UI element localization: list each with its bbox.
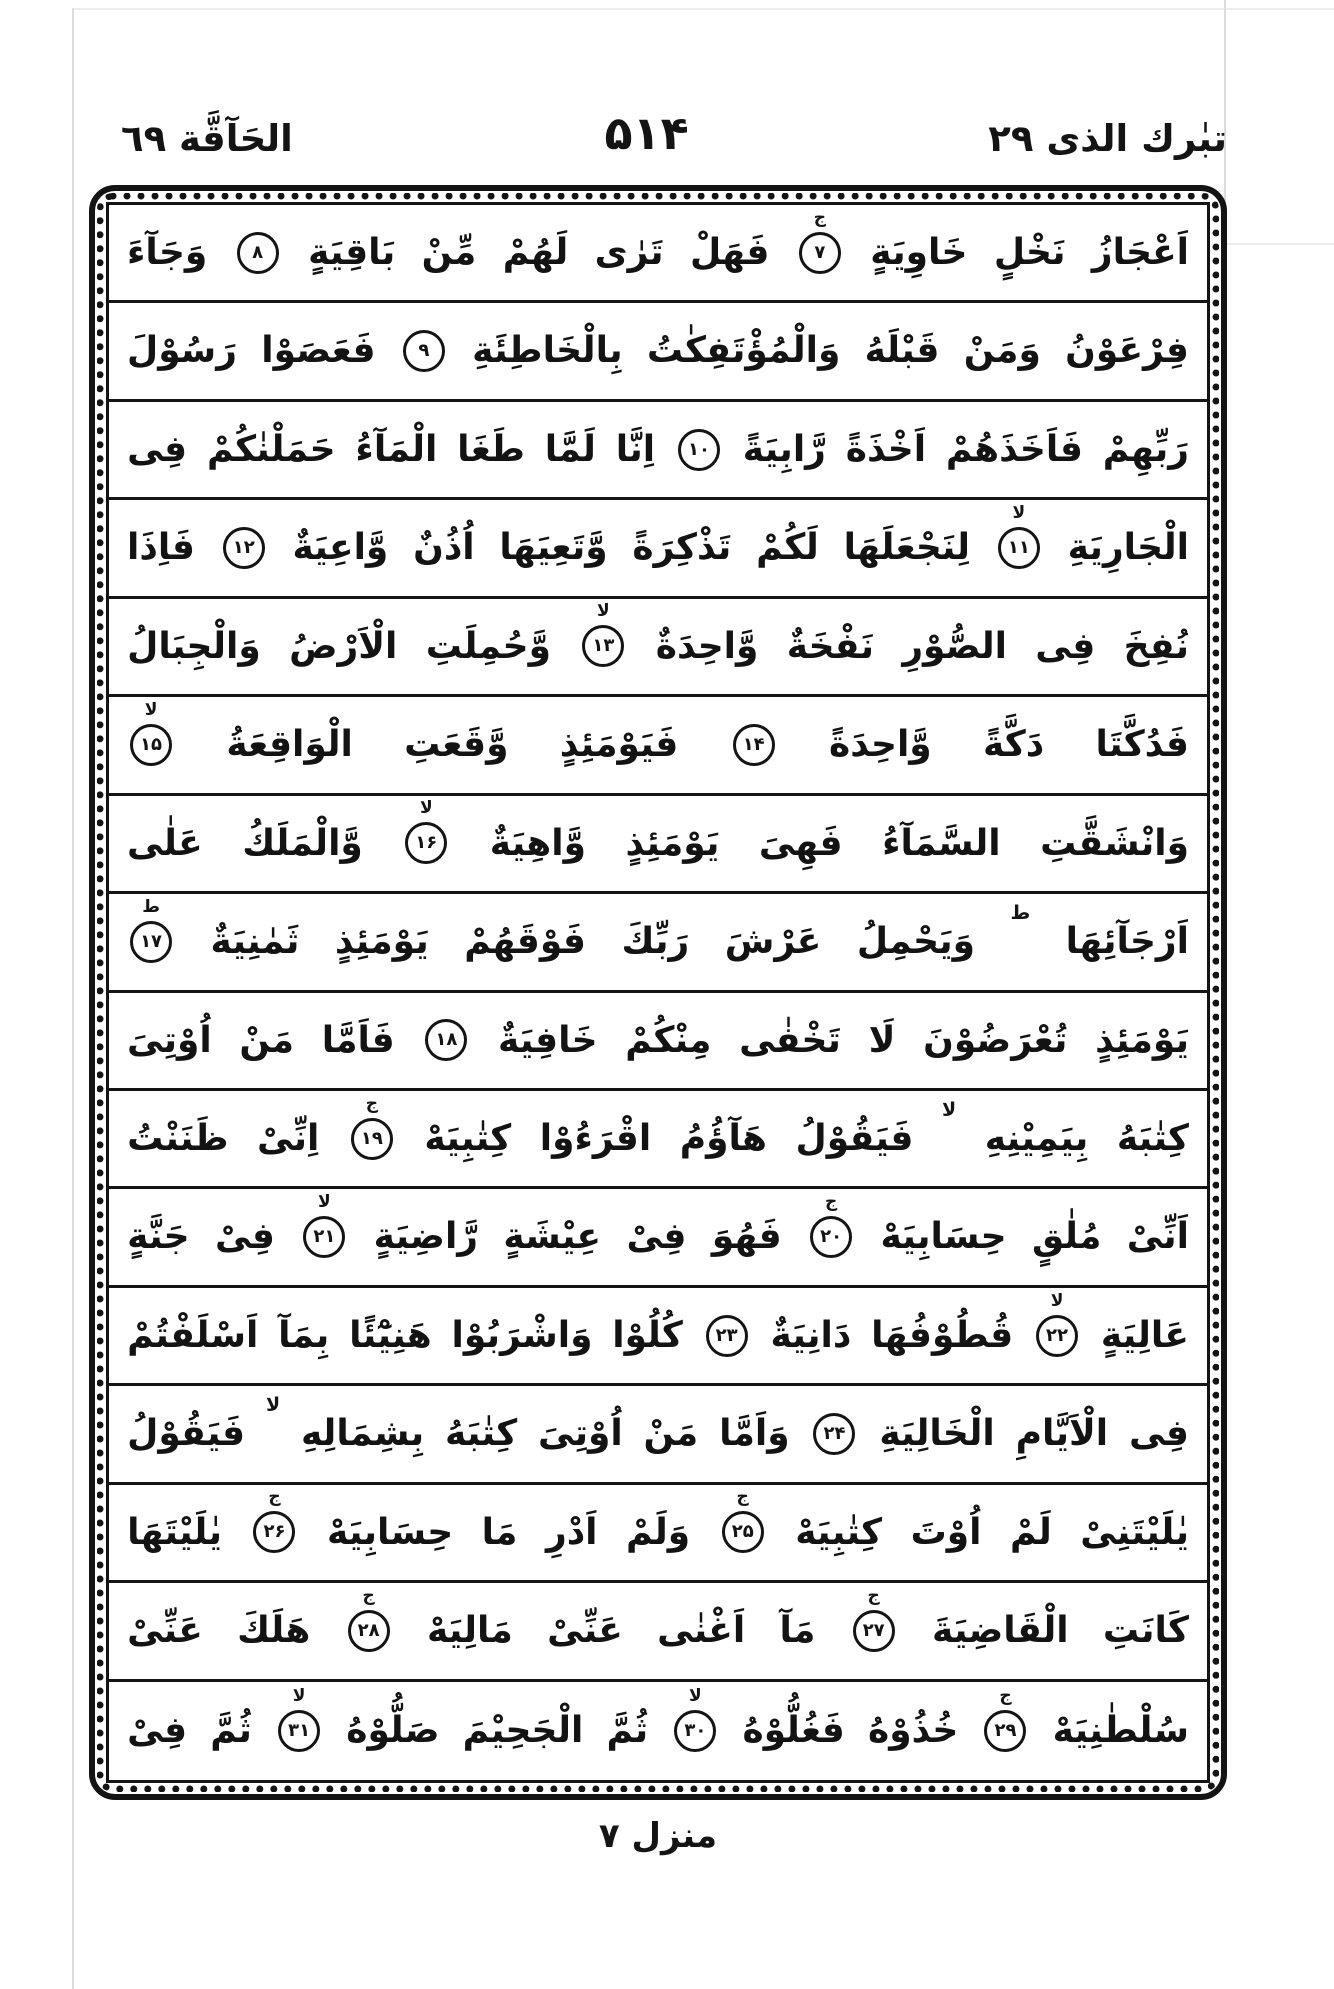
ayah-end-marker [674, 1685, 716, 1752]
quran-line [109, 599, 1207, 697]
quran-line [109, 303, 1207, 401]
ayah-word: فَهَلْ [689, 232, 770, 274]
ayah-word: فَهِىَ [758, 822, 843, 864]
ayah-word: وَّالْمَلَكُ [242, 822, 363, 864]
ayah-word: اَخْذَةً [845, 428, 927, 470]
ayah-word: وَانْشَقَّتِ [1040, 822, 1189, 864]
quran-line [109, 1386, 1207, 1484]
quran-line [109, 1583, 1207, 1681]
ayah-word: مَا [481, 1511, 518, 1553]
ayah-end-marker [706, 1315, 748, 1357]
ayah-number: ۱۱ [1007, 537, 1030, 559]
ayah-word: مَالِيَهْ [426, 1610, 513, 1652]
ayah-end-marker [853, 1585, 895, 1652]
quran-line [109, 796, 1207, 894]
ayah-word: الْجَارِيَةِ [1067, 527, 1189, 569]
quran-line [109, 1682, 1207, 1780]
ayah-word: صَلُّوْهُ [346, 1710, 440, 1752]
ayah-word: الْخَالِيَةِ [879, 1413, 995, 1455]
quran-text-block [106, 202, 1210, 1783]
ayah-word: عَنِّىْ [127, 1610, 203, 1652]
ayah-word: فَغُلُّوْهُ [742, 1710, 845, 1752]
juz-title: تبٰرك الذى ٢٩ [988, 117, 1227, 160]
ayah-number-circle [722, 1511, 764, 1553]
page-number: ۵۱۴ [604, 106, 689, 160]
ayah-word: فَوْقَهُمْ [464, 921, 586, 963]
ayah-word: الْاَرْضُ [289, 625, 398, 667]
scan-edge-line-left [72, 8, 74, 1989]
ayah-word: يٰلَيْتَنِىْ [1080, 1511, 1189, 1553]
ayah-word: لَمَّا [544, 428, 596, 470]
ayah-word: لِنَجْعَلَهَا [843, 527, 971, 569]
ayah-word: اَرْجَآئِهَا [1065, 921, 1189, 963]
ayah-word: الْمَآءُ [355, 428, 438, 470]
quran-line [109, 500, 1207, 598]
ayah-number-circle [998, 527, 1040, 569]
waqf-mark: ج [999, 1685, 1012, 1706]
ayah-number: ۱۵ [140, 733, 163, 755]
ayah-end-marker [1036, 1290, 1078, 1357]
quran-line [109, 1091, 1207, 1189]
waqf-mark: ج [867, 1585, 880, 1606]
ayah-end-marker [278, 1685, 320, 1752]
ayah-word: ظَنَنْتُ [127, 1117, 229, 1159]
ayah-number: ۲۶ [263, 1521, 286, 1543]
ayah-word: فِىْ [626, 1216, 687, 1258]
ayah-number-circle [130, 921, 172, 963]
ayah-word: رَّاضِيَةٍ [373, 1216, 479, 1258]
ayah-word: وَّقَعَتِ [404, 724, 509, 766]
ayah-word: الْوَاقِعَةُ [226, 724, 353, 766]
ayah-end-marker [405, 798, 447, 864]
ayah-word: اِنَّا [615, 428, 656, 470]
ayah-number-circle [853, 1610, 895, 1652]
ayah-number: ۹ [418, 340, 430, 362]
scan-edge-line-top [72, 8, 1334, 10]
ayah-number-circle [674, 1710, 716, 1752]
ayah-word: نُفِخَ [1123, 625, 1189, 667]
ayah-number-circle [813, 1413, 855, 1455]
quran-line [109, 894, 1207, 992]
ayah-end-marker [223, 527, 265, 569]
ayah-word: فِى [1129, 1413, 1189, 1455]
waqf-mark: لا [1050, 1290, 1064, 1311]
ayah-word: بِشِمَالِهِ [300, 1413, 425, 1455]
ayah-number-circle [733, 724, 775, 766]
ayah-end-marker [403, 330, 445, 372]
ayah-word: لَمْ [1010, 1511, 1052, 1553]
ayah-number-circle [425, 1019, 467, 1061]
waqf-mark: لا [942, 1098, 957, 1121]
ayah-end-marker [722, 1487, 764, 1553]
ayah-word: مَآ [779, 1610, 816, 1652]
ayah-word: بِمَآ [278, 1314, 330, 1356]
ayah-number: ۲۹ [994, 1719, 1017, 1741]
ayah-word: فَدُكَّتَا [1095, 724, 1189, 766]
ayah-end-marker [348, 1585, 390, 1652]
ayah-word: وَالْمُؤْتَفِكٰتُ [646, 330, 841, 372]
waqf-mark: لا [688, 1685, 702, 1706]
ayah-number-circle [130, 724, 172, 766]
ayah-word: كِتٰبَهُ [444, 1413, 518, 1455]
ayah-end-marker [237, 232, 279, 274]
ayah-word: كِتٰبَهُ [1116, 1117, 1189, 1159]
ayah-word: وَلَمْ [626, 1511, 691, 1553]
ayah-number-circle [405, 822, 447, 864]
ayah-end-marker [733, 724, 775, 766]
ayah-number-circle [799, 232, 841, 274]
ayah-word: اَسْلَفْتُمْ [127, 1314, 259, 1356]
ayah-number: ۱۶ [415, 832, 438, 854]
ayah-word: نَفْخَةٌ [786, 625, 874, 667]
ayah-number-circle [984, 1710, 1026, 1752]
ayah-word: رَبِّكَ [621, 921, 690, 963]
ayah-word: ثَمٰنِيَةٌ [210, 921, 300, 963]
ayah-number: ۲۷ [862, 1619, 885, 1641]
ayah-number: ۲۱ [313, 1226, 336, 1248]
ayah-word: هَلَكَ [237, 1610, 311, 1652]
ayah-word: رَبِّهِمْ [1102, 428, 1189, 470]
text-frame-beaded-border [97, 193, 1219, 1792]
ayah-word: خَافِيَةٌ [498, 1019, 598, 1061]
ayah-word: فَيَوْمَئِذٍ [559, 724, 679, 766]
ayah-word: دَانِيَةٌ [770, 1314, 852, 1356]
waqf-mark: لا [292, 1685, 306, 1706]
waqf-mark: لا [265, 1394, 281, 1417]
ayah-number: ۸ [252, 241, 264, 263]
waqf-mark: ج [736, 1487, 749, 1508]
ayah-word: لَكُمْ [756, 527, 819, 569]
ayah-word: وَّاعِيَةٌ [292, 527, 389, 569]
ayah-end-marker [810, 1192, 852, 1258]
ayah-word: خَاوِيَةٍ [870, 232, 968, 274]
ayah-word: فِىْ [127, 1710, 188, 1752]
ayah-word: وَيَحْمِلُ [856, 921, 975, 963]
quran-line [109, 1288, 1207, 1386]
ayah-word: وَّتَعِيَهَا [499, 527, 608, 569]
ayah-number-circle [1036, 1315, 1078, 1357]
ayah-word: وَّاهِيَةٌ [489, 822, 586, 864]
ayah-word: عِيْشَةٍ [503, 1216, 602, 1258]
ayah-word: عَلٰى [127, 822, 203, 864]
ayah-word: نَخْلٍ [993, 232, 1066, 274]
ayah-word: وَّاحِدَةً [828, 724, 932, 766]
ayah-word: لَهُمْ [502, 232, 569, 274]
ayah-number-circle [810, 1216, 852, 1258]
ayah-word: حِسَابِيَهْ [327, 1511, 454, 1553]
ayah-number: ۳۰ [684, 1719, 707, 1741]
ayah-word: رَسُوْلَ [127, 330, 237, 372]
ayah-word: كَانَتِ [1102, 1610, 1189, 1652]
quran-line [109, 1485, 1207, 1583]
waqf-mark: لا [144, 699, 158, 720]
ayah-word: مَنْ [239, 1019, 295, 1061]
ayah-end-marker [253, 1487, 295, 1553]
ayah-word: فِى [1035, 625, 1096, 667]
waqf-mark: لا [597, 601, 610, 622]
ayah-word: حَمَلْنٰكُمْ [206, 428, 336, 470]
ayah-word: اقْرَءُوْا [539, 1117, 652, 1159]
ayah-word: مُلٰقٍ [1031, 1216, 1102, 1258]
ayah-word: مِّنْ [421, 232, 477, 274]
ayah-word: فَاِذَا [127, 527, 195, 569]
ayah-number: ۱۲ [232, 537, 255, 559]
ayah-number-circle [237, 232, 279, 274]
ayah-number-circle [678, 429, 720, 471]
ayah-word: اَعْجَازُ [1091, 232, 1189, 274]
ayah-number-circle [403, 330, 445, 372]
ayah-end-marker [799, 207, 841, 274]
ayah-word: تُعْرَضُوْنَ [923, 1019, 1068, 1061]
ayah-word: لَا [868, 1019, 896, 1061]
ayah-word: سُلْطٰنِيَهْ [1052, 1710, 1189, 1752]
ayah-number-circle [351, 1118, 393, 1160]
ayah-word: فَيَقُوْلُ [795, 1117, 914, 1159]
ayah-end-marker [425, 1019, 467, 1061]
ayah-number-circle [706, 1315, 748, 1357]
ayah-word: مِنْكُمْ [625, 1019, 712, 1061]
ayah-word: جَنَّةٍ [127, 1216, 190, 1258]
waqf-mark: ج [268, 1487, 281, 1508]
ayah-number-circle [303, 1216, 345, 1258]
ayah-word: طَغَا [457, 428, 525, 470]
ayah-word: الْجَحِيْمَ [462, 1710, 584, 1752]
ayah-word: الْاَيَّامِ [1015, 1413, 1109, 1455]
ayah-number-circle [582, 625, 624, 667]
ayah-word: وَاشْرَبُوْا [451, 1314, 593, 1356]
waqf-mark: لا [419, 798, 433, 819]
ayah-end-marker [303, 1192, 345, 1258]
page-footer [0, 1816, 1316, 1856]
quran-line [109, 1189, 1207, 1287]
quran-line [109, 993, 1207, 1091]
ayah-number: ۱۴ [742, 733, 765, 755]
ayah-word: كِتٰبِيَهْ [795, 1511, 883, 1553]
ayah-end-marker [351, 1093, 393, 1160]
ayah-number: ۲۳ [715, 1324, 738, 1346]
ayah-word: وَّاحِدَةٌ [655, 625, 759, 667]
ayah-number: ۱۳ [592, 635, 615, 657]
ayah-end-marker [130, 896, 172, 963]
ayah-word: هَآؤُمُ [679, 1117, 767, 1159]
ayah-word: فَعَصَوْا [261, 330, 376, 372]
waqf-mark: ط [1010, 902, 1031, 925]
waqf-mark: ط [142, 896, 160, 917]
ayah-number-circle [253, 1511, 295, 1553]
ayah-word: عَرْشَ [724, 921, 822, 963]
ayah-word: وَمَنْ [963, 330, 1041, 372]
ayah-word: اُوْتِىَ [127, 1019, 212, 1061]
waqf-mark: ج [365, 1093, 378, 1114]
ayah-word: اَدْرِ [545, 1511, 598, 1553]
ayah-word: فِىْ [214, 1216, 275, 1258]
ayah-end-marker [813, 1413, 855, 1455]
ayah-word: هَنِيْٓئًا [349, 1314, 432, 1356]
ayah-word: بِالْخَاطِئَةِ [472, 330, 623, 372]
ayah-end-marker [130, 699, 172, 766]
ayah-word: ثُمَّ [606, 1710, 649, 1752]
ayah-number: ۱۸ [435, 1029, 458, 1051]
ayah-end-marker [984, 1685, 1026, 1752]
waqf-mark: ج [813, 207, 826, 228]
ayah-number: ۲۸ [357, 1619, 380, 1641]
ayah-number: ۱۷ [140, 930, 163, 952]
ayah-number: ۳۱ [288, 1719, 311, 1741]
ayah-word: يَوْمَئِذٍ [1095, 1019, 1189, 1061]
ayah-number: ۱۰ [687, 438, 710, 460]
ayah-word: وَاَمَّا [719, 1413, 790, 1455]
ayah-word: رَّابِيَةً [742, 428, 826, 470]
ayah-word: كِتٰبِيَهْ [424, 1117, 512, 1159]
ayah-number: ۲۰ [820, 1226, 843, 1248]
ayah-word: تَخْفٰى [739, 1019, 841, 1061]
ayah-number-circle [223, 527, 265, 569]
ayah-word: اُوْتِىَ [538, 1413, 623, 1455]
ayah-word: وَّحُمِلَتِ [425, 625, 551, 667]
ayah-end-marker [998, 503, 1040, 569]
waqf-mark: ج [824, 1192, 838, 1213]
ayah-word: فِرْعَوْنُ [1065, 330, 1189, 372]
ayah-word: قَبْلَهُ [864, 330, 940, 372]
ayah-number-circle [348, 1610, 390, 1652]
ayah-word: فِى [127, 428, 188, 470]
ayah-word: يٰلَيْتَهَا [127, 1511, 222, 1553]
surah-title: الحَآقَّة ٦٩ [121, 117, 293, 160]
ayah-end-marker [678, 429, 720, 471]
ayah-number-circle [278, 1710, 320, 1752]
ayah-word: وَجَآءَ [127, 232, 208, 274]
ayah-word: الصُّوْرِ [902, 625, 1007, 667]
manzil-label: منزل ۷ [598, 1816, 718, 1856]
ayah-word: فَيَقُوْلُ [127, 1413, 246, 1455]
ayah-word: عَنِّىْ [547, 1610, 623, 1652]
ayah-word: تَذْكِرَةً [632, 527, 732, 569]
ayah-number: ۱۹ [360, 1127, 383, 1149]
ayah-number: ۲۵ [731, 1521, 754, 1543]
text-frame-outer-border [89, 185, 1227, 1800]
ayah-word: تَرٰى [594, 232, 664, 274]
ayah-word: وَالْجِبَالُ [127, 625, 261, 667]
ayah-end-marker [582, 601, 624, 667]
quran-line [109, 697, 1207, 795]
ayah-number: ۷ [814, 241, 826, 263]
ayah-word: عَالِيَةٍ [1100, 1314, 1189, 1356]
ayah-word: اَنِّىْ [1126, 1216, 1189, 1258]
ayah-word: فَهُوَ [711, 1216, 782, 1258]
ayah-number: ۲۲ [1046, 1324, 1069, 1346]
ayah-word: اِنِّىْ [257, 1117, 320, 1159]
scan-edge-line-right-horizontal [1224, 243, 1334, 245]
ayah-word: اُوْتَ [910, 1511, 982, 1553]
ayah-word: اُذُنٌ [413, 527, 475, 569]
page-header [89, 84, 1227, 160]
ayah-word: السَّمَآءُ [882, 822, 1001, 864]
ayah-word: يَوْمَئِذٍ [334, 921, 429, 963]
ayah-word: خُذُوْهُ [867, 1710, 959, 1752]
waqf-mark: ج [362, 1585, 375, 1606]
ayah-number: ۲۴ [823, 1422, 846, 1444]
waqf-mark: لا [1012, 503, 1026, 524]
quran-line [109, 205, 1207, 303]
ayah-word: يَوْمَئِذٍ [625, 822, 720, 864]
ayah-word: فَاَمَّا [321, 1019, 395, 1061]
ayah-word: بِيَمِيْنِهِ [984, 1117, 1089, 1159]
ayah-word: بَاقِيَةٍ [308, 232, 396, 274]
waqf-mark: لا [317, 1192, 331, 1213]
ayah-word: قُطُوْفُهَا [871, 1314, 1014, 1356]
quran-line [109, 402, 1207, 500]
ayah-word: فَاَخَذَهُمْ [945, 428, 1083, 470]
ayah-word: ثُمَّ [210, 1710, 252, 1752]
ayah-word: كُلُوْا [612, 1314, 683, 1356]
ayah-word: اَغْنٰى [657, 1610, 746, 1652]
ayah-word: مَنْ [643, 1413, 699, 1455]
ayah-word: دَكَّةً [982, 724, 1045, 766]
ayah-word: الْقَاضِيَةَ [931, 1610, 1069, 1652]
ayah-word: حِسَابِيَهْ [880, 1216, 1007, 1258]
